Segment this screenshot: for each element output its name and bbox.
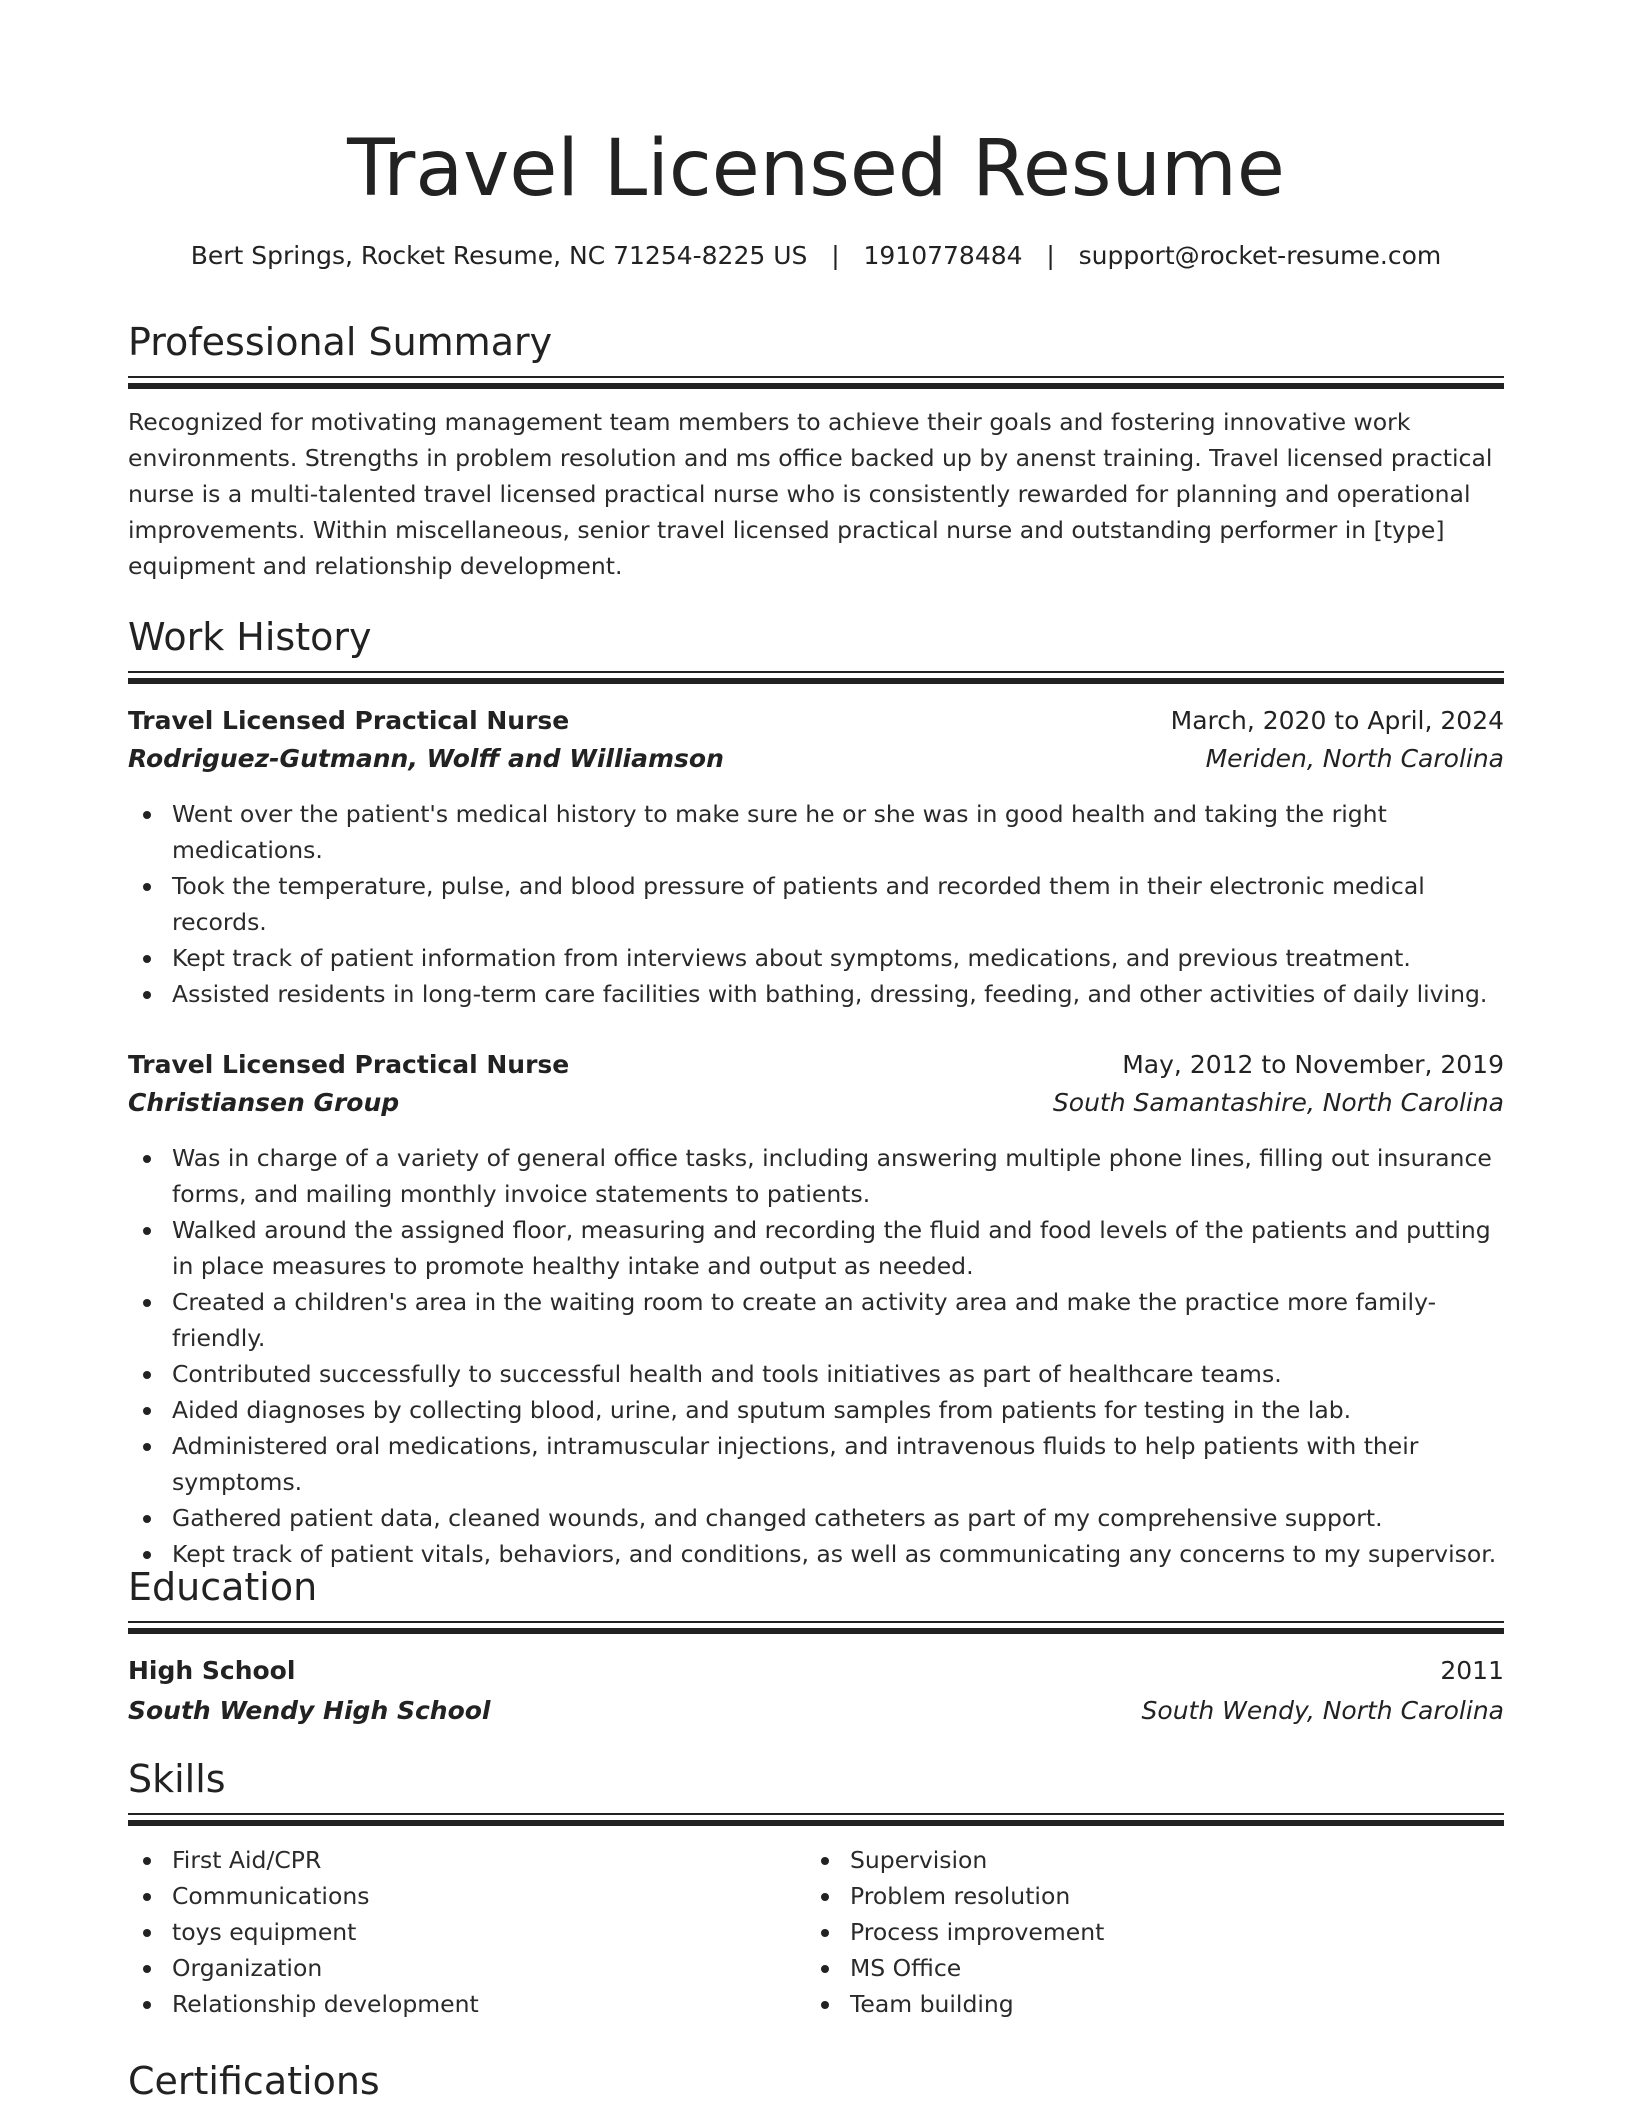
section-heading-skills: Skills bbox=[128, 1757, 226, 1801]
list-item: First Aid/CPR bbox=[128, 1842, 788, 1878]
job-dates: March, 2020 to April, 2024 bbox=[1170, 706, 1504, 735]
list-item: Administered oral medications, intramuscular injections, and intravenous fluids to help patients with their symptoms. bbox=[128, 1428, 1504, 1500]
job-bullets bbox=[128, 796, 1504, 1012]
skills-list-left bbox=[128, 1842, 788, 2022]
job-location: Meriden, North Carolina bbox=[1205, 744, 1504, 773]
education-header bbox=[128, 1652, 1504, 1690]
list-item: Kept track of patient vitals, behaviors, and conditions, as well as communicating any concerns to my supervisor. bbox=[128, 1536, 1504, 1572]
job-header bbox=[128, 702, 1504, 740]
list-item: toys equipment bbox=[128, 1914, 788, 1950]
list-item: Process improvement bbox=[806, 1914, 1466, 1950]
section-heading-certifications: Certifications bbox=[128, 2059, 380, 2103]
section-heading-work: Work History bbox=[128, 615, 372, 659]
section-divider bbox=[128, 376, 1504, 390]
contact-line: Bert Springs, Rocket Resume, NC 71254-8225 US | 1910778484 | support@rocket-resume.com bbox=[190, 241, 1442, 270]
list-item: Walked around the assigned floor, measuring and recording the fluid and food levels of the patients and putting in place measures to promote healthy intake and output as needed. bbox=[128, 1212, 1504, 1284]
section-heading-summary: Professional Summary bbox=[128, 320, 553, 364]
education-school: South Wendy High School bbox=[128, 1696, 491, 1725]
job-company: Rodriguez-Gutmann, Wolff and Williamson bbox=[128, 744, 724, 773]
skills-list-right bbox=[806, 1842, 1466, 2022]
job-title: Travel Licensed Practical Nurse bbox=[128, 1050, 570, 1079]
section-divider bbox=[128, 1813, 1504, 1827]
list-item: Communications bbox=[128, 1878, 788, 1914]
education-year: 2011 bbox=[1440, 1656, 1504, 1685]
list-item: Team building bbox=[806, 1986, 1466, 2022]
job-bullets bbox=[128, 1140, 1504, 1572]
list-item: Went over the patient's medical history to make sure he or she was in good health and taking the right medications. bbox=[128, 796, 1504, 868]
education-location: South Wendy, North Carolina bbox=[1141, 1696, 1504, 1725]
list-item: Contributed successfully to successful health and tools initiatives as part of healthcare teams. bbox=[128, 1356, 1504, 1392]
list-item: Problem resolution bbox=[806, 1878, 1466, 1914]
list-item: Assisted residents in long-term care facilities with bathing, dressing, feeding, and other activities of daily living. bbox=[128, 976, 1504, 1012]
list-item: Was in charge of a variety of general office tasks, including answering multiple phone lines, filling out insurance forms, and mailing monthly invoice statements to patients. bbox=[128, 1140, 1504, 1212]
list-item: Supervision bbox=[806, 1842, 1466, 1878]
resume-title: Travel Licensed Resume bbox=[347, 124, 1285, 214]
section-divider bbox=[128, 1621, 1504, 1635]
job-subheader bbox=[128, 740, 1504, 778]
list-item: Gathered patient data, cleaned wounds, and changed catheters as part of my comprehensive support. bbox=[128, 1500, 1504, 1536]
list-item: MS Office bbox=[806, 1950, 1466, 1986]
education-degree: High School bbox=[128, 1656, 296, 1685]
list-item: Kept track of patient information from interviews about symptoms, medications, and previous treatment. bbox=[128, 940, 1504, 976]
list-item: Took the temperature, pulse, and blood pressure of patients and recorded them in their electronic medical records. bbox=[128, 868, 1504, 940]
education-subheader bbox=[128, 1692, 1504, 1730]
job-title: Travel Licensed Practical Nurse bbox=[128, 706, 570, 735]
list-item: Organization bbox=[128, 1950, 788, 1986]
job-subheader bbox=[128, 1084, 1504, 1122]
job-location: South Samantashire, North Carolina bbox=[1052, 1088, 1504, 1117]
section-divider bbox=[128, 671, 1504, 685]
summary-text: Recognized for motivating management team members to achieve their goals and fostering innovative work environments. Strengths in problem resolution and ms office backed up by anenst training. Travel licensed practical nurse is a multi-talented travel licensed practical nurse who is consistently rewarded for planning and operational improvements. Within miscellaneous, senior travel licensed practical nurse and outstanding performer in [type] equipment and relationship development. bbox=[128, 408, 1493, 580]
job-dates: May, 2012 to November, 2019 bbox=[1122, 1050, 1504, 1079]
list-item: Relationship development bbox=[128, 1986, 788, 2022]
section-heading-education: Education bbox=[128, 1565, 318, 1609]
job-header bbox=[128, 1046, 1504, 1084]
list-item: Created a children's area in the waiting room to create an activity area and make the practice more family-friendly. bbox=[128, 1284, 1504, 1356]
job-company: Christiansen Group bbox=[128, 1088, 400, 1117]
list-item: Aided diagnoses by collecting blood, urine, and sputum samples from patients for testing in the lab. bbox=[128, 1392, 1504, 1428]
